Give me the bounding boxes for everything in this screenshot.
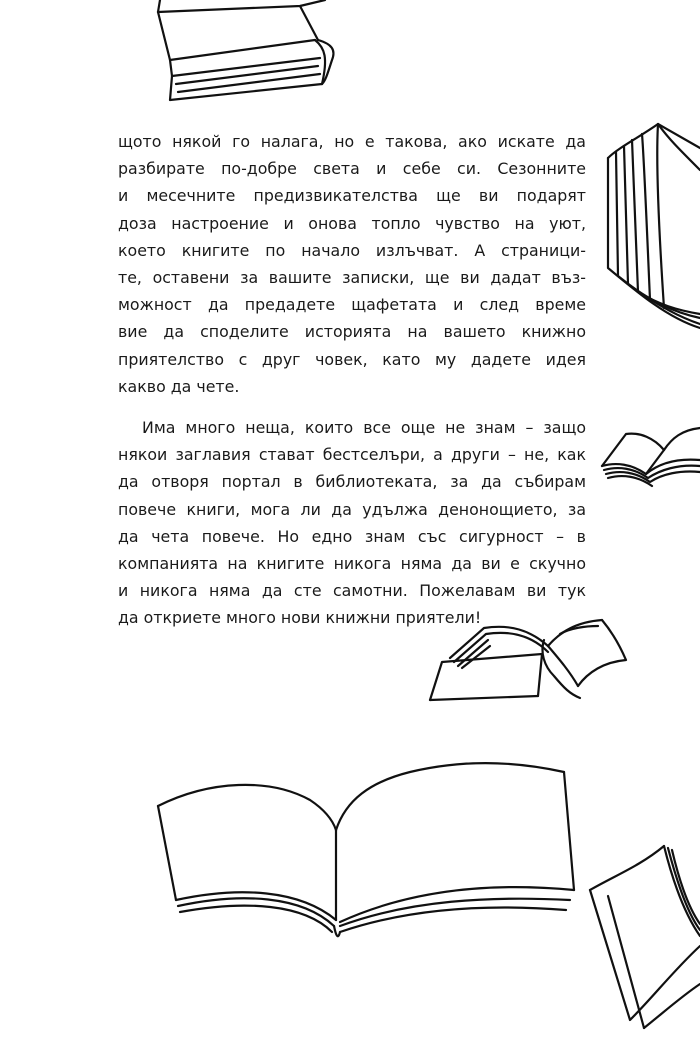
text-line: компанията на книгите никога няма да ви е скучно — [118, 554, 586, 574]
text-line: да отворя портал в библиотеката, за да събирам — [118, 472, 586, 492]
text-line: какво да чете. — [118, 376, 240, 396]
text-line: приятелство с друг човек, като му дадете идея — [118, 349, 586, 369]
text-line: което книгите по начало излъчват. А страници- — [118, 240, 586, 260]
text-line: да откриете много нови книжни приятели! — [118, 608, 482, 628]
fanned-pages-book-icon — [598, 118, 700, 338]
paragraph-1 — [118, 128, 586, 400]
text-line: те, оставени за вашите записки, ще ви дадат въз- — [118, 268, 586, 288]
large-open-book-icon — [150, 750, 580, 950]
text-line: да чета повече. Но едно знам със сигурност – в — [118, 526, 586, 546]
text-line: повече книги, мога ли да удължа денонощието, за — [118, 499, 586, 519]
text-line: и никога няма да сте самотни. Пожелавам ви тук — [118, 581, 586, 601]
text-line: някои заглавия стават бестселъри, а други – не, как — [118, 445, 586, 465]
paragraph-2 — [118, 414, 586, 632]
text-line: Има много неща, които все още не знам – защо — [142, 418, 586, 438]
text-line: и месечните предизвикателства ще ви подарят — [118, 186, 586, 206]
text-line: щото някой го налага, но е такова, ако искате да — [118, 132, 586, 151]
text-line: можност да предадете щафетата и след време — [118, 295, 586, 315]
text-line: вие да споделите историята на вашето книжно — [118, 322, 586, 342]
corner-book-icon — [584, 836, 700, 1040]
text-line: доза настроение и онова топло чувство на уют, — [118, 213, 586, 233]
closed-book-icon — [150, 0, 340, 115]
body-text — [118, 128, 586, 632]
small-open-book-icon — [598, 408, 700, 488]
text-line: разбирате по-добре света и себе си. Сезонните — [118, 159, 586, 179]
